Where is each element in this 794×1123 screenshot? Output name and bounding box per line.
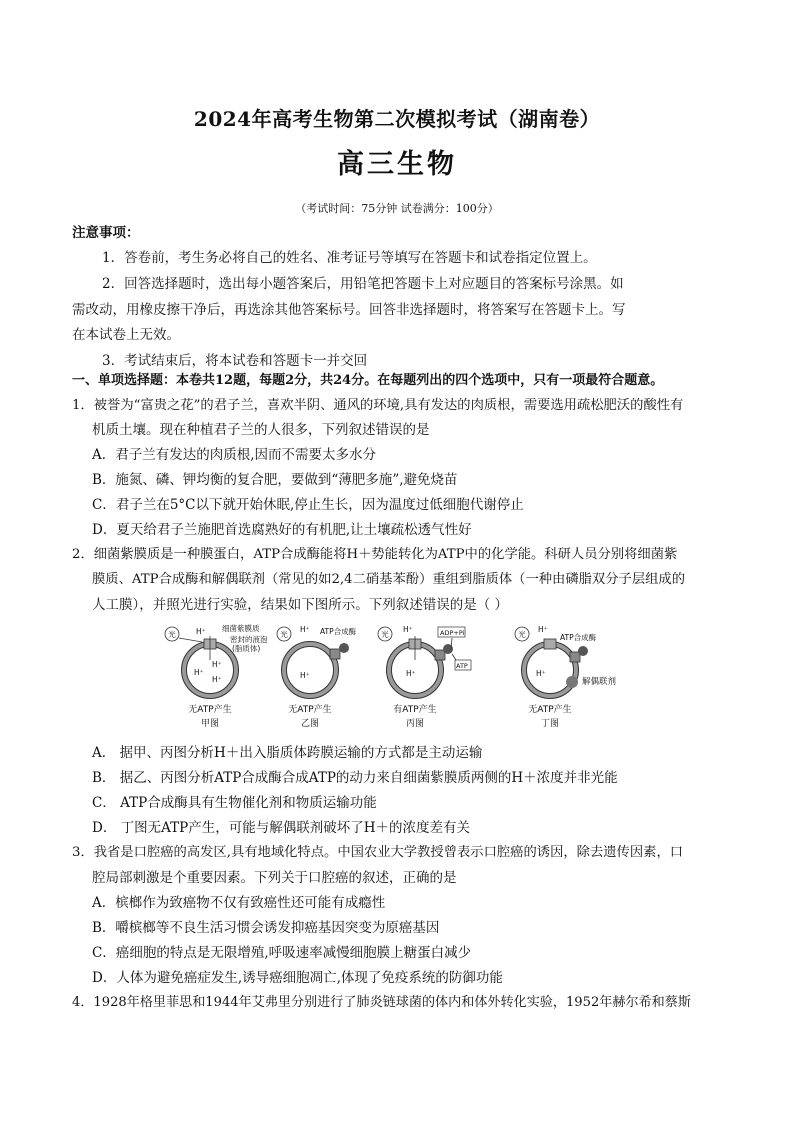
proton-label: H⁺	[300, 625, 310, 634]
panel-result: 无ATP产生	[188, 705, 232, 715]
question-stem: 人工膜），并照光进行实验，结果如下图所示。下列叙述错误的是（ ）	[92, 597, 509, 613]
proton-label: H⁺	[536, 669, 546, 678]
question-stem: 4．1928年格里菲思和1944年艾弗里分别进行了肺炎链球菌的体内和体外转化实验，1952年赫尔希和蔡斯	[72, 995, 691, 1010]
light-label: 光	[518, 630, 526, 639]
exam-info: （考试时间：75分钟 试卷满分：100分）	[295, 202, 499, 215]
panel-ding	[515, 625, 617, 729]
proton-label: H⁺	[212, 660, 222, 669]
adp-pi-label: ADP+Pi	[440, 629, 465, 637]
question-option: B． 据乙、丙图分析ATP合成酶合成ATP的动力来自细菌紫膜质两侧的H＋浓度并非光能	[92, 770, 618, 786]
subject-title: 高三生物	[337, 149, 457, 180]
panel-name: 乙图	[300, 719, 320, 729]
notice-item: 在本试卷上无效。	[72, 327, 180, 343]
question-option: A．君子兰有发达的肉质根,因而不需要太多水分	[92, 447, 377, 463]
notice-title: 注意事项：	[72, 225, 140, 241]
panel-bing	[378, 625, 471, 729]
panel-name: 甲图	[200, 719, 220, 729]
panel-result: 有ATP产生	[393, 705, 437, 715]
proton-label: H⁺	[196, 627, 206, 636]
panel-jia	[165, 623, 268, 729]
panel-result: 无ATP产生	[528, 705, 572, 715]
atp-label: ATP	[456, 662, 468, 670]
question-option: D．夏天给君子兰施肥首选腐熟好的有机肥,让土壤疏松透气性好	[92, 522, 472, 538]
bacteriorhodopsin-label: 细菌紫膜质	[222, 624, 260, 633]
notice-item: 3．考试结束后，将本试卷和答题卡一并交回	[102, 353, 368, 369]
uncoupler-label: 解偶联剂	[582, 677, 617, 687]
light-label: 光	[381, 630, 389, 639]
question-stem: 2．细菌紫膜质是一种膜蛋白，ATP合成酶能将H＋势能转化为ATP中的化学能。科研人员分别将细菌紫	[72, 547, 678, 562]
liposome-figure	[150, 620, 670, 735]
panel-name: 丁图	[540, 719, 560, 729]
question-option: D． 丁图无ATP产生，可能与解偶联剂破坏了H＋的浓度差有关	[92, 820, 470, 836]
question-stem: 3．我省是口腔癌的高发区,具有地域化特点。中国农业大学教授曾表示口腔癌的诱因，除去遗传因素，口	[72, 845, 684, 860]
section-heading: 一、单项选择题：本卷共12题，每题2分，共24分。在每题列出的四个选项中，只有一项最符合题意。	[72, 373, 664, 388]
atp-synthase-label: ATP合成酶	[320, 627, 357, 636]
question-stem: 膜质、ATP合成酶和解偶联剂（常见的如2,4二硝基苯酚）重组到脂质体（一种由磷脂双分子层组成的	[92, 572, 686, 587]
question-option: B．嚼槟榔等不良生活习惯会诱发抑癌基因突变为原癌基因	[92, 920, 440, 936]
panel-yi	[277, 625, 357, 729]
question-stem: 腔局部刺激是个重要因素。下列关于口腔癌的叙述，正确的是	[92, 870, 457, 886]
question-option: D．人体为避免癌症发生,诱导癌细胞凋亡,体现了免疫系统的防御功能	[92, 970, 503, 986]
question-stem: 机质土壤。现在种植君子兰的人很多，下列叙述错误的是	[92, 422, 430, 438]
notice-item: 2．回答选择题时，选出每小题答案后，用铅笔把答题卡上对应题目的答案标号涂黑。如	[102, 276, 624, 292]
proton-label: H⁺	[212, 675, 222, 684]
question-option: C． ATP合成酶具有生物催化剂和物质运输功能	[92, 795, 377, 811]
exam-title: 2024年高考生物第二次模拟考试（湖南卷）	[193, 107, 601, 131]
proton-label: H⁺	[300, 671, 310, 680]
question-option: A． 据甲、丙图分析H＋出入脂质体跨膜运输的方式都是主动运输	[92, 745, 483, 761]
vesicle-label: (脂质体)	[232, 644, 261, 653]
panel-result: 无ATP产生	[288, 705, 332, 715]
notice-item: 1．答卷前，考生务必将自己的姓名、准考证号等填写在答题卡和试卷指定位置上。	[102, 250, 597, 266]
light-label: 光	[280, 630, 288, 639]
proton-label: H⁺	[538, 625, 548, 634]
vesicle-label: 密封的液泡	[230, 635, 268, 644]
question-option: B．施氮、磷、钾均衡的复合肥，要做到“薄肥多施”,避免烧苗	[92, 472, 458, 488]
question-stem: 1．被誉为“富贵之花”的君子兰，喜欢半阴、通风的环境,具有发达的肉质根，需要选用疏松肥沃的酸性有	[72, 398, 684, 413]
light-label: 光	[168, 630, 176, 639]
proton-label: H⁺	[194, 668, 204, 677]
atp-synthase-label: ATP合成酶	[560, 633, 597, 642]
question-option: C．君子兰在5°C以下就开始休眠,停止生长，因为温度过低细胞代谢停止	[92, 497, 524, 513]
question-option: C．癌细胞的特点是无限增殖,呼吸速率减慢细胞膜上糖蛋白减少	[92, 945, 472, 961]
notice-item: 需改动，用橡皮擦干净后，再选涂其他答案标号。回答非选择题时，将答案写在答题卡上。写	[72, 302, 626, 318]
proton-label: H⁺	[403, 625, 413, 634]
proton-label: H⁺	[406, 669, 416, 678]
panel-name: 丙图	[405, 719, 425, 729]
question-option: A．槟榔作为致癌物不仅有致癌性还可能有成瘾性	[92, 895, 386, 911]
